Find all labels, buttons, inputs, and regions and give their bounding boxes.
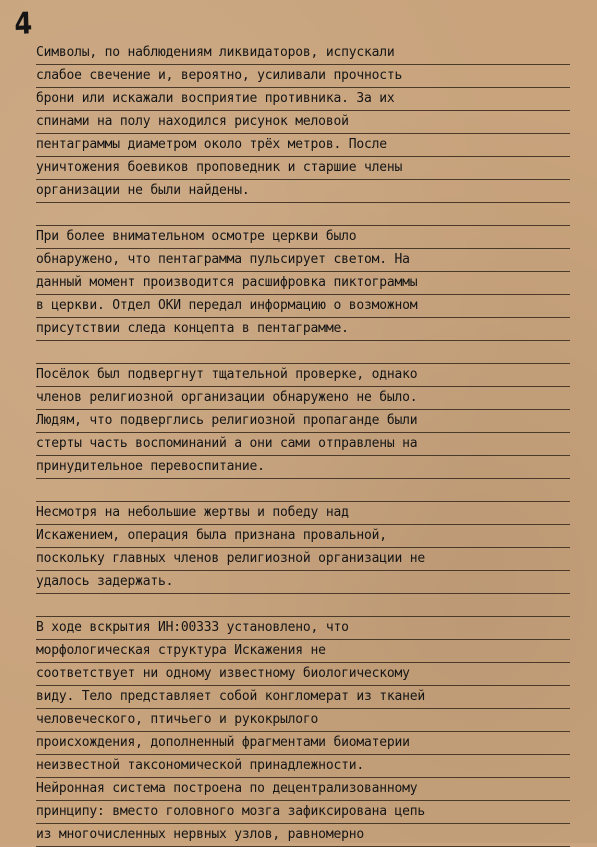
text-line: обнаружено, что пентаграмма пульсирует светом. На <box>36 249 570 272</box>
page-number: 4 <box>13 6 33 42</box>
blank-line <box>36 341 570 364</box>
text-line: удалось задержать. <box>36 571 570 594</box>
text-line: слабое свечение и, вероятно, усиливали прочность <box>36 65 570 88</box>
text-line: поскольку главных членов религиозной организации не <box>36 548 570 571</box>
text-line: Искажением, операция была признана провальной, <box>36 525 570 548</box>
text-line: Символы, по наблюдениям ликвидаторов, испускали <box>36 42 570 65</box>
blank-line <box>36 203 570 226</box>
text-line: виду. Тело представляет собой конгломерат из тканей <box>36 686 570 709</box>
text-line: Несмотря на небольшие жертвы и победу над <box>36 502 570 525</box>
text-line: соответствует ни одному известному биологическому <box>36 663 570 686</box>
text-line: принудительное перевоспитание. <box>36 456 570 479</box>
blank-line <box>36 594 570 617</box>
text-line: уничтожения боевиков проповедник и старшие члены <box>36 157 570 180</box>
text-line: неизвестной таксономической принадлежности. <box>36 755 570 778</box>
blank-line <box>36 479 570 502</box>
text-line: Людям, что подверглись религиозной пропаганде были <box>36 410 570 433</box>
text-line: брони или искажали восприятие противника. За их <box>36 88 570 111</box>
text-line: В ходе вскрытия ИН:00333 установлено, что <box>36 617 570 640</box>
text-line: организации не были найдены. <box>36 180 570 203</box>
text-line: происхождения, дополненный фрагментами биоматерии <box>36 732 570 755</box>
text-line: членов религиозной организации обнаружено не было. <box>36 387 570 410</box>
document-body <box>36 42 576 847</box>
text-line: из многочисленных нервных узлов, равномерно <box>36 824 570 847</box>
text-line: пентаграммы диаметром около трёх метров. После <box>36 134 570 157</box>
text-line: человеческого, птичьего и рукокрылого <box>36 709 570 732</box>
text-line: Нейронная система построена по децентрализованному <box>36 778 570 801</box>
text-line: спинами на полу находился рисунок меловой <box>36 111 570 134</box>
text-line: присутствии следа концепта в пентаграмме. <box>36 318 570 341</box>
text-line: стерты часть воспоминаний а они сами отправлены на <box>36 433 570 456</box>
text-line: данный момент производится расшифровка пиктограммы <box>36 272 570 295</box>
text-line: принципу: вместо головного мозга зафиксирована цепь <box>36 801 570 824</box>
text-line: Посёлок был подвергнут тщательной проверке, однако <box>36 364 570 387</box>
text-line: При более внимательном осмотре церкви было <box>36 226 570 249</box>
text-line: в церкви. Отдел ОКИ передал информацию о возможном <box>36 295 570 318</box>
text-line: морфологическая структура Искажения не <box>36 640 570 663</box>
